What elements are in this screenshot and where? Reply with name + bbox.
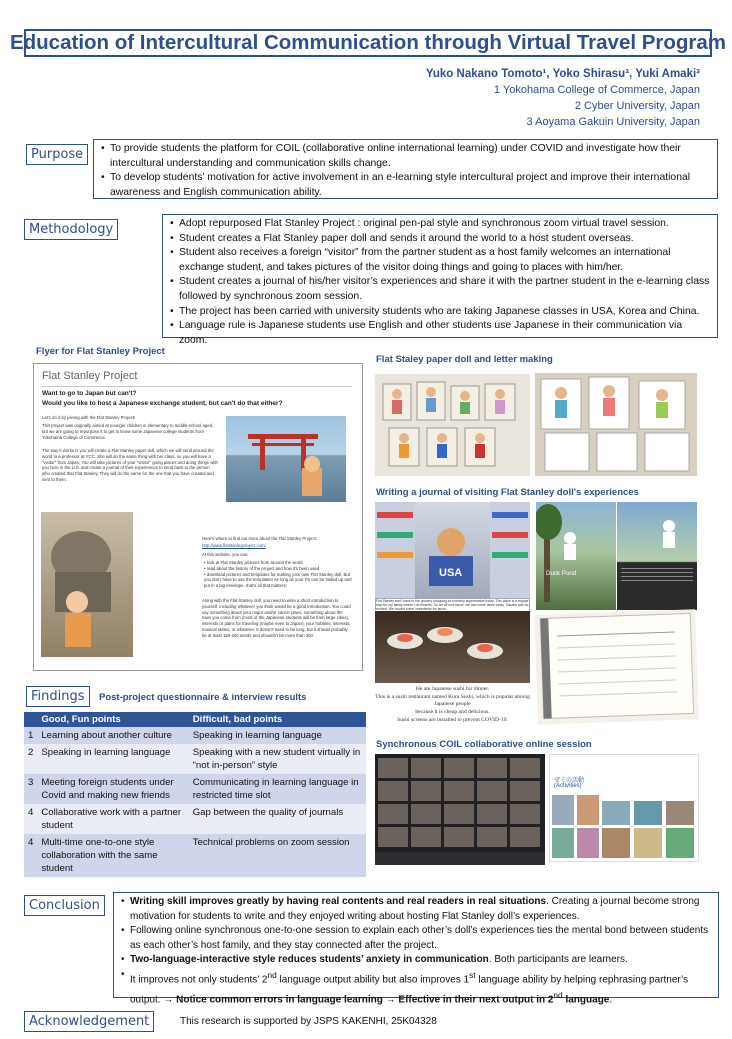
paper-dolls-icon bbox=[375, 374, 530, 476]
activities-label-en: (Activities) bbox=[554, 783, 582, 789]
flyer-at-website: At this website, you can: bbox=[202, 552, 249, 557]
difficult-point: Technical problems on zoom session bbox=[189, 834, 366, 877]
video-call-grid-icon bbox=[375, 754, 545, 865]
svg-text:USA: USA bbox=[439, 567, 463, 579]
doll-in-park-icon bbox=[617, 502, 697, 562]
good-point: Meeting foreign students under Covid and making new friends bbox=[37, 774, 188, 804]
flyer-divider bbox=[42, 386, 352, 387]
sushi-caption-line: Sushi screens are installed to prevent COVID-19. bbox=[397, 716, 508, 723]
findings-table-wrap bbox=[24, 712, 366, 877]
flyer-paragraph-2: The way it works is you will create a Flat Stanley paper doll, which we will send around the world to a professor at YCC. She will do the same thing with her class, so you will have a "visitor" from Japan. You will take pictures of your "visitor" going places and doing things with you here in the U.S. and create a journal of their experiences to send back to the person who created that Flat Stanley. They will do the same for the one that you have created and sent to them. bbox=[42, 448, 218, 482]
purpose-item: • To develop students’ motivation for active involvement in an e-learning style intercultural project and improve their international awareness and English communication ability. bbox=[110, 171, 711, 200]
journal-heading: Writing a journal of visiting Flat Stanley doll's experiences bbox=[376, 487, 639, 498]
affiliation-1: 1 Yokohama College of Commerce, Japan bbox=[493, 84, 700, 96]
conclusion-item: • It improves not only students’ 2nd language output ability but also improves 1st language ability by helping rephrasing partner’s output. → Notice common errors in language learning → Effective in their next output in 2nd language. bbox=[130, 968, 712, 1008]
poster-title: Education of Intercultural Communication through Virtual Travel Program bbox=[9, 31, 727, 54]
conclusion-item: • Following online synchronous one-to-one session to explain each other’s doll’s experiences ties the mental bond between students as each other’s host family, and they stay connected after the project. bbox=[130, 924, 712, 953]
header-good: Good, Fun points bbox=[37, 712, 188, 727]
row-number: 4 bbox=[24, 804, 37, 834]
flyer-question-2: Would you like to host a Japanese exchange student, but can't do that either? bbox=[42, 400, 283, 407]
doll-photo-2 bbox=[535, 373, 697, 476]
purpose-box bbox=[93, 139, 718, 199]
methodology-label: Methodology bbox=[24, 219, 118, 240]
findings-label: Findings bbox=[26, 686, 90, 707]
flyer-bullets bbox=[204, 560, 352, 589]
header-number bbox=[24, 712, 37, 727]
zoom-heading: Synchronous COIL collaborative online session bbox=[376, 739, 592, 750]
flyer-paragraph-3: Along with the Flat Stanley doll, you need to write a short introduction to yourself, including whatever you think would be a good introduction. You could say something about your major and/or career plans, something about the town you come from (most of the Japanese students will be from large cities), interests or plans for traveling (maybe even to Japan), your hobbies, interests, musical tastes, or whatever. It doesn't need to be long, but it should probably be at least 150-200 words and shouldn't be more than 300. bbox=[202, 598, 351, 638]
flyer-more-info: Here's where to find out more about the Flat Stanley Project: bbox=[202, 536, 317, 541]
activities-photos-icon bbox=[552, 795, 696, 859]
sushi-caption-line: He ate Japanese sushi for dinner. bbox=[415, 686, 490, 692]
table-row bbox=[24, 774, 366, 804]
activities-label: ぜミの活動 bbox=[554, 778, 585, 784]
conclusion-label: Conclusion bbox=[24, 895, 105, 916]
methodology-item: • Student also receives a foreign “visitor” from the partner student as a host family welcomes an international exchange student, and takes pictures of the visitor doing things and going to places with him/her. bbox=[179, 246, 711, 275]
difficult-point: Gap between the quality of journals bbox=[189, 804, 366, 834]
table-row bbox=[24, 727, 366, 744]
methodology-item: • Student creates a Flat Stanley paper doll and sends it around the world to a host student overseas. bbox=[179, 232, 711, 247]
notebook-icon bbox=[534, 609, 699, 725]
affiliation-3: 3 Aoyama Gakuin University, Japan bbox=[526, 116, 700, 128]
duck-pond-label: Duck Pond bbox=[546, 570, 577, 577]
acknowledgement-label: Acknowledgement bbox=[24, 1011, 154, 1032]
conclusion-item: • Two-language-interactive style reduces students’ anxiety in communication. Both participants are learners. bbox=[130, 953, 712, 968]
methodology-item: • The project has been carried with university students who are taking Japanese classes in USA, Korea and China. bbox=[179, 305, 711, 320]
flyer-bullet: • download pictures and templates for making your own Flat Stanley doll. But you don't have to use the templates! As long as your FS can be folded up and put in a big envelope, that's all that matters! bbox=[204, 571, 352, 589]
doll-photo-1 bbox=[375, 374, 530, 476]
row-number: 4 bbox=[24, 834, 37, 877]
purpose-label: Purpose bbox=[26, 144, 88, 165]
flyer-panel bbox=[33, 363, 363, 671]
flyer-bullet: • read about the history of the project and how it's been used bbox=[204, 565, 320, 571]
table-row bbox=[24, 834, 366, 877]
row-number: 1 bbox=[24, 727, 37, 744]
park-photo-2 bbox=[617, 502, 697, 610]
table-row bbox=[24, 804, 366, 834]
flyer-title: Flat Stanley Project bbox=[42, 370, 138, 382]
conclusion-item: • Writing skill improves greatly by having real contents and real readers in real situations. Creating a journal become strong motivation for students to write and they enjoyed writing about hosting Flat Stanley doll’s experiences. bbox=[130, 895, 712, 924]
sushi-caption-line: This is a sushi restaurant named Kura Sushi, which is popular among Japanese people bbox=[375, 693, 530, 708]
poster-title-box bbox=[9, 29, 727, 57]
difficult-point: Speaking in learning language bbox=[189, 727, 366, 744]
zoom-grid-photo bbox=[375, 754, 545, 865]
lion-statue-photo bbox=[41, 512, 133, 657]
conclusion-box bbox=[113, 892, 719, 1006]
difficult-point: Communicating in learning language in restricted time slot bbox=[189, 774, 366, 804]
flyer-link[interactable]: http://www.flatstanleyproject.com/ bbox=[202, 543, 266, 548]
journal-caption: Flat Stanley and I went to the grocery shopping at a nearby supermarket today. This place is a regular stop for my family where I do errands. So we all love tacos, we had some tacos today. Stanley was so excited. We bought some ingredients for tacos. bbox=[376, 599, 529, 610]
purpose-item: • To provide students the platform for COIL (collaborative online international learning) under COVID and investigate how their intercultural understanding and communication skills change. bbox=[110, 142, 711, 171]
table-row bbox=[24, 744, 366, 774]
flyer-heading: Flyer for Flat Stanley Project bbox=[36, 346, 165, 357]
paper-doll-icon bbox=[41, 512, 133, 657]
authors-block bbox=[426, 66, 700, 130]
flyer-bullet: • look at Flat Stanley pictures from around the world bbox=[204, 560, 303, 565]
activities-slide bbox=[549, 754, 699, 862]
park-photo bbox=[536, 502, 616, 610]
methodology-item: • Adopt repurposed Flat Stanley Project : original pen-pal style and synchronous zoom virtual travel session. bbox=[179, 217, 711, 232]
sushi-photo bbox=[375, 611, 530, 683]
methodology-item: • Student creates a journal of his/her visitor’s experiences and share it with the partner student in the e-learning class followed by synchronous zoom session. bbox=[179, 275, 711, 304]
torii-photo bbox=[226, 416, 346, 502]
doll-heading: Flat Staley paper doll and letter making bbox=[376, 354, 553, 365]
grocery-photo bbox=[375, 502, 530, 610]
good-point: Multi-time one-to-one style collaboration with the same student bbox=[37, 834, 188, 877]
supermarket-shelves-icon bbox=[375, 502, 530, 598]
sushi-plates-icon bbox=[375, 611, 530, 683]
sushi-caption-line: because it is cheap and delicious. bbox=[415, 709, 490, 716]
methodology-item: • Language rule is Japanese students use English and other students use Japanese in their communication via zoom. bbox=[179, 319, 711, 348]
author-names: Yuko Nakano Tomoto¹, Yoko Shirasu², Yuki Amaki³ bbox=[425, 68, 700, 80]
good-point: Speaking in learning language bbox=[37, 744, 188, 774]
park-caption-lines bbox=[621, 566, 693, 588]
good-point: Learning about another culture bbox=[37, 727, 188, 744]
good-point: Collaborative work with a partner student bbox=[37, 804, 188, 834]
letter-making-icon bbox=[535, 373, 697, 476]
flyer-intro: Let's do it by joining with the Flat Stanley Project! bbox=[42, 415, 136, 420]
header-difficult: Difficult, bad points bbox=[189, 712, 366, 727]
flyer-question-1: Want to go to Japan but can't? bbox=[42, 390, 137, 397]
row-number: 3 bbox=[24, 774, 37, 804]
journal-book-photo bbox=[534, 609, 699, 725]
methodology-box bbox=[162, 214, 718, 346]
findings-table bbox=[24, 712, 366, 877]
row-number: 2 bbox=[24, 744, 37, 774]
acknowledgement-text: This research is supported by JSPS KAKENHI, 25K04328 bbox=[180, 1016, 437, 1027]
findings-subtitle: Post-project questionnaire & interview results bbox=[99, 692, 307, 703]
findings-header-row bbox=[24, 712, 366, 727]
tree-icon bbox=[536, 502, 616, 610]
sushi-caption bbox=[375, 686, 530, 725]
difficult-point: Speaking with a new student virtually in “not in-person” style bbox=[189, 744, 366, 774]
flyer-paragraph-1: This project was originally aimed at younger children in elementary to middle-school aged, but we are going to repurpose it to get to know some Japanese college students from Yokohama College of Commerce. bbox=[42, 423, 214, 440]
torii-gate-icon bbox=[226, 416, 346, 502]
affiliation-2: 2 Cyber University, Japan bbox=[574, 100, 700, 112]
